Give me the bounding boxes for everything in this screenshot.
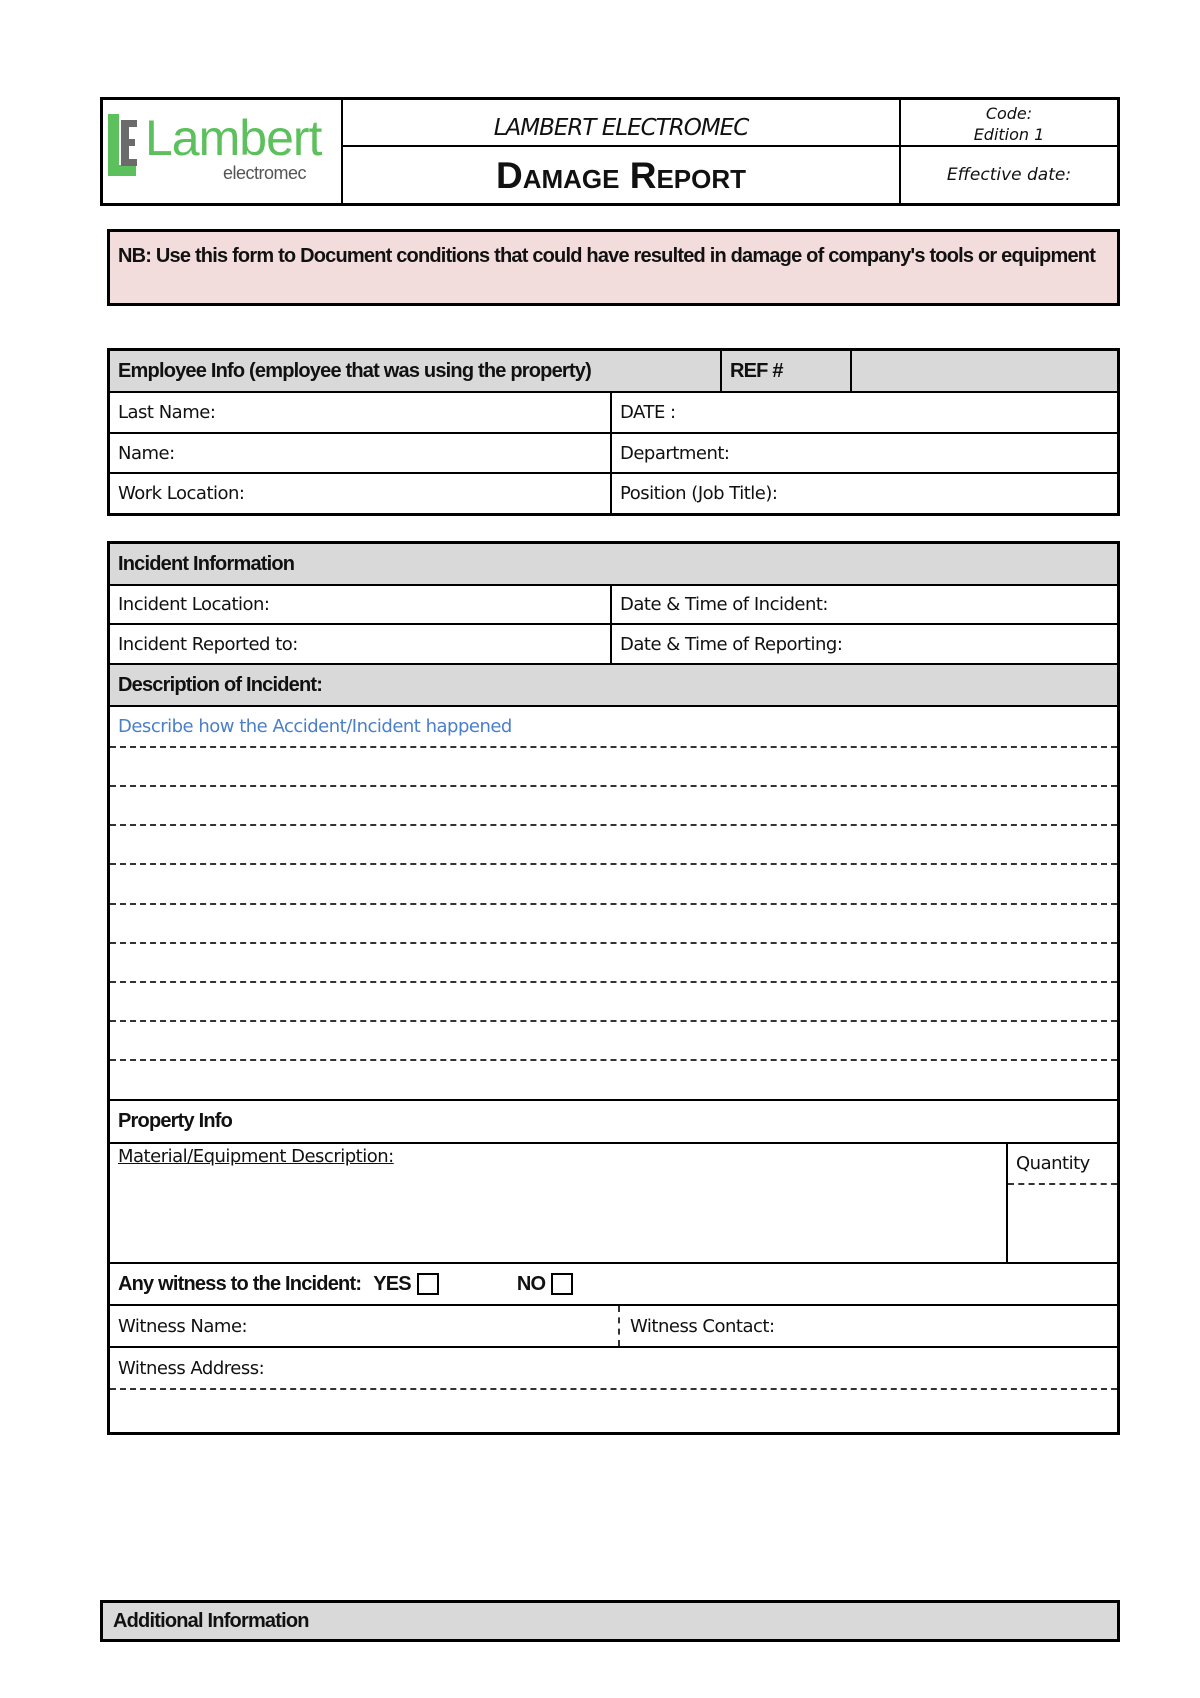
witness-yes-label: YES: [373, 1272, 411, 1295]
code-edition-cell: [901, 100, 1117, 147]
property-section-title: Property Info: [118, 1110, 233, 1132]
reporting-datetime-field[interactable]: Date & Time of Reporting:: [620, 633, 843, 655]
date-field[interactable]: DATE :: [620, 402, 676, 423]
effective-date-label: Effective date:: [946, 165, 1072, 185]
employee-info-table: [107, 348, 1120, 516]
witness-name-field[interactable]: Witness Name:: [118, 1315, 248, 1337]
logo-wordmark: Lambert: [145, 110, 322, 166]
document-header: [100, 97, 1120, 206]
description-textarea[interactable]: [110, 707, 1117, 1099]
witness-contact-field[interactable]: Witness Contact:: [630, 1315, 775, 1337]
last-name-field[interactable]: Last Name:: [118, 402, 216, 423]
reported-to-field[interactable]: Incident Reported to:: [118, 633, 298, 655]
logo-subtitle: electromec: [223, 163, 307, 183]
witness-question-row: [110, 1264, 1117, 1304]
incident-location-field[interactable]: Incident Location:: [118, 594, 270, 615]
logo-cell: [103, 100, 343, 203]
witness-no-checkbox[interactable]: [551, 1273, 573, 1295]
employee-section-title: Employee Info (employee that was using the property): [118, 359, 591, 382]
incident-info-table: [107, 541, 1120, 1435]
quantity-label: Quantity: [1016, 1153, 1090, 1174]
ref-value-field[interactable]: [852, 351, 1116, 391]
additional-info-section-title: Additional Information: [100, 1600, 1120, 1642]
name-field[interactable]: Name:: [118, 442, 175, 464]
notice-box: NB: Use this form to Document conditions that could have resulted in damage of company's tools or equipment: [107, 229, 1120, 306]
witness-yes-checkbox[interactable]: [417, 1273, 439, 1295]
description-section-title: Description of Incident:: [110, 665, 1117, 705]
material-description-field[interactable]: [110, 1144, 1006, 1262]
quantity-field[interactable]: [1008, 1185, 1117, 1262]
witness-question: Any witness to the Incident:: [118, 1272, 362, 1295]
department-field[interactable]: Department:: [620, 442, 730, 464]
witness-no-label: NO: [516, 1272, 546, 1295]
ref-label: REF #: [730, 359, 783, 382]
company-name: LAMBERT ELECTROMEC: [343, 100, 899, 147]
document-title: Damage Report: [495, 155, 747, 196]
edition-label: Edition 1: [973, 125, 1045, 144]
work-location-field[interactable]: Work Location:: [118, 483, 245, 504]
witness-address-field[interactable]: Witness Address:: [118, 1357, 265, 1379]
incident-section-title: Incident Information: [110, 544, 1117, 584]
description-prompt: Describe how the Accident/Incident happened: [118, 716, 512, 737]
code-label: Code:: [985, 104, 1033, 123]
material-description-label: Material/Equipment Description:: [118, 1146, 394, 1167]
incident-datetime-field[interactable]: Date & Time of Incident:: [620, 594, 828, 615]
position-field[interactable]: Position (Job Title):: [620, 483, 778, 504]
